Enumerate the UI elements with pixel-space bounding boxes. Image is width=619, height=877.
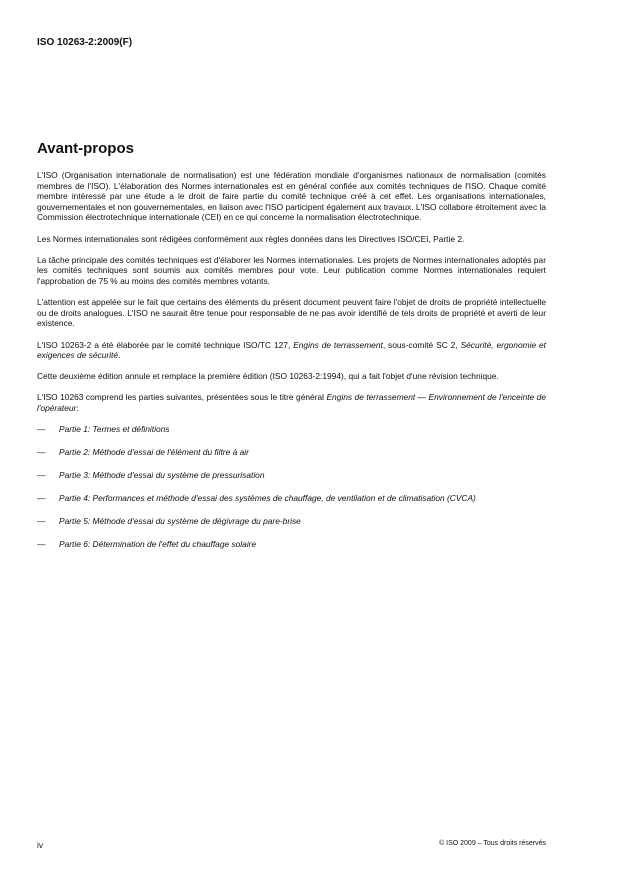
paragraph-technical-committees: La tâche principale des comités techniques est d'élaborer les Normes internationales. Les projets de Normes internationales adoptés par les comités techniques sont soumis aux comités membres pour vote. Leur publication comme Normes internationales requiert l'approbation de 75 % au moins des comités membres votants. xyxy=(37,254,546,286)
paragraph-committee-info xyxy=(37,340,546,361)
part-title: Partie 1: Termes et définitions xyxy=(59,424,170,435)
dash-bullet: — xyxy=(37,516,46,527)
text: L'ISO 10263-2 a été élaborée par le comité technique ISO/TC 127, xyxy=(37,339,294,350)
dash-bullet: — xyxy=(37,470,46,481)
text: : xyxy=(76,403,79,414)
list-item xyxy=(37,447,546,458)
paragraph-edition: Cette deuxième édition annule et remplace la première édition (ISO 10263-2:1994), qui a fait l'objet d'une révision technique. xyxy=(37,371,499,382)
list-item xyxy=(37,470,546,481)
list-item xyxy=(37,424,546,435)
paragraph-parts-intro xyxy=(37,392,546,413)
text: . xyxy=(118,350,121,361)
list-item xyxy=(37,539,546,550)
dash-bullet: — xyxy=(37,539,46,550)
list-item xyxy=(37,493,546,504)
paragraph-iso-organisation: L'ISO (Organisation internationale de normalisation) est une fédération mondiale d'organismes nationaux de normalisation (comités membres de l'ISO). L'élaboration des Normes internationales est en général confiée aux comités techniques de l'ISO. Chaque comité membre intéressé par une étude a le droit de faire partie du comité technique créé à cet effet. Les organisations internationales, gouvernementales et non gouvernementales, en liaison avec l'ISO participent également aux travaux. L'ISO collabore étroitement avec la Commission électrotechnique internationale (CEI) en ce qui concerne la normalisation électrotechnique. xyxy=(37,170,546,223)
text: , sous-comité SC 2, xyxy=(382,339,461,350)
copyright-notice: © ISO 2009 – Tous droits réservés xyxy=(439,840,546,847)
text: L'ISO 10263 comprend les parties suivantes, présentées sous le titre général xyxy=(37,392,327,403)
section-title: Avant-propos xyxy=(37,140,134,157)
list-item xyxy=(37,516,546,527)
foreword-body xyxy=(37,170,546,562)
part-title: Partie 3: Méthode d'essai du système de pressurisation xyxy=(59,470,265,481)
paragraph-directives: Les Normes internationales sont rédigées conformément aux règles données dans les Directives ISO/CEI, Partie 2. xyxy=(37,233,465,244)
general-title: Engins de terrassement — Environnement de l'enceinte de l'opérateur xyxy=(37,392,546,414)
page-number: iv xyxy=(37,840,44,850)
dash-bullet: — xyxy=(37,424,46,435)
document-id-header: ISO 10263-2:2009(F) xyxy=(37,37,133,48)
part-title: Partie 4: Performances et méthode d'essai des systèmes de chauffage, de ventilation et de climatisation (CVCA) xyxy=(59,493,476,504)
part-title: Partie 6: Détermination de l'effet du chauffage solaire xyxy=(59,539,257,550)
dash-bullet: — xyxy=(37,447,46,458)
parts-list xyxy=(37,424,546,550)
committee-title: Engins de terrassement xyxy=(293,339,383,350)
part-title: Partie 2: Méthode d'essai de l'élément du filtre à air xyxy=(59,447,249,458)
subcommittee-title: Sécurité, ergonomie et exigences de sécurité xyxy=(37,339,546,361)
paragraph-patent-rights: L'attention est appelée sur le fait que certains des éléments du présent document peuvent faire l'objet de droits de propriété intellectuelle ou de droits analogues. L'ISO ne saurait être tenue pour responsable de ne pas avoir identifié de tels droits de propriété et averti de leur existence. xyxy=(37,297,546,329)
part-title: Partie 5: Méthode d'essai du système de dégivrage du pare-brise xyxy=(59,516,301,527)
dash-bullet: — xyxy=(37,493,46,504)
